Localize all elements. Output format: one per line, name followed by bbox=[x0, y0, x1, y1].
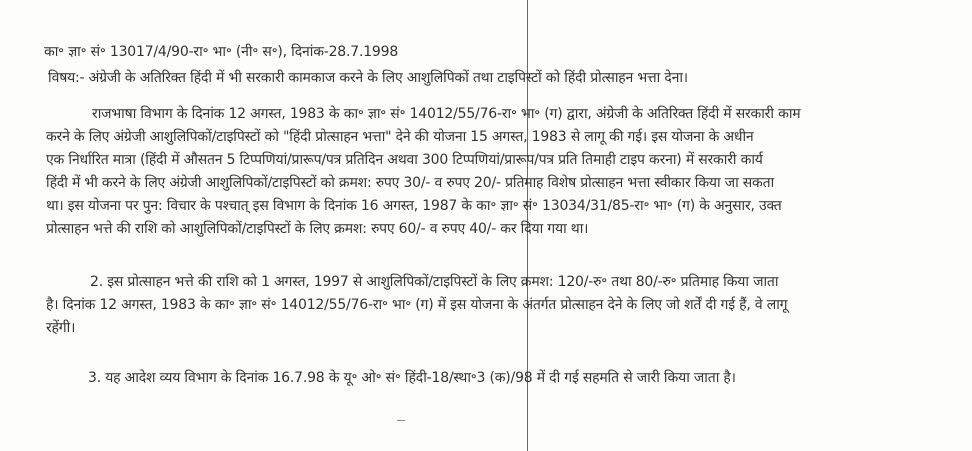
reference-number: का॰ ज्ञा॰ सं॰ 13017/4/90-रा॰ भा॰ (नी॰ स॰), दिनांक-28.7.1998 bbox=[44, 44, 399, 60]
paragraph-1-line: करने के लिए अंग्रेजी आशुलिपिकों/टाइपिस्टों को "हिंदी प्रोत्साहन भत्ता" देने की योजना 15 अगस्त, 1983 से लागू की गई। इस योजना के अधीन bbox=[46, 129, 754, 145]
subject-line: विषय:- अंग्रेजी के अतिरिक्त हिंदी में भी सरकारी कामकाज करने के लिए आशुलिपिकों तथा टाइपिस्टों को हिंदी प्रोत्साहन भत्ता देना। bbox=[48, 70, 688, 86]
paragraph-1-line: राजभाषा विभाग के दिनांक 12 अगस्त, 1983 के का॰ ज्ञा॰ सं॰ 14012/55/76-रा॰ भा॰ (ग) द्वारा, अंग्रेजी के अतिरिक्त हिंदी में सरकारी काम bbox=[92, 106, 801, 122]
paragraph-2-line: है। दिनांक 12 अगस्त, 1983 के का॰ ज्ञा॰ सं॰ 14012/55/76-रा॰ भा॰ (ग) में इस योजना के अंतर्गत प्रोत्साहन देने के लिए जो शर्तें दी गई हैं, वे लागू bbox=[46, 297, 788, 313]
paragraph-1-line: था। इस योजना पर पुन: विचार के पश्चात् इस विभाग के दिनांक 16 अगस्त, 1987 के का॰ ज्ञा॰ सं॰ 13034/31/85-रा॰ भा॰ (ग) के अनुसार, उक्त bbox=[46, 198, 782, 214]
paragraph-3-line: 3. यह आदेश व्यय विभाग के दिनांक 16.7.98 के यू॰ ओ॰ सं॰ हिंदी-18/स्था॰3 (क)/98 में दी गई सहमति से जारी किया जाता है। bbox=[88, 370, 736, 386]
page-mark bbox=[397, 420, 405, 421]
paragraph-1-line: प्रोत्साहन भत्ते की राशि को आशुलिपिकों/टाइपिस्टों के लिए क्रमश: रुपए 60/- व रुपए 40/- कर दिया गया था। bbox=[46, 221, 589, 237]
paragraph-2-line: 2. इस प्रोत्साहन भत्ते की राशि को 1 अगस्त, 1997 से आशुलिपिकों/टाइपिस्टों के लिए क्रमश: 120/-रु॰ तथा 80/-रु॰ प्रतिमाह किया जाता bbox=[90, 274, 779, 290]
paragraph-2-line: रहेंगी। bbox=[46, 320, 76, 336]
paragraph-1-line: एक निर्धारित मात्रा (हिंदी में औसतन 5 टिप्पणियां/प्रारूप/पत्र प्रतिदिन अथवा 300 टिप्पणियां/प्रारूप/पत्र प्रति तिमाही टाइप करना) में सरकारी कार्य bbox=[46, 152, 763, 168]
paragraph-1-line: हिंदी में भी करने के लिए अंग्रेजी आशुलिपिकों/टाइपिस्टों को क्रमश: रुपए 30/- व रुपए 20/- प्रतिमाह विशेष प्रोत्साहन भत्ता स्वीकार किया जा सकता bbox=[46, 175, 775, 191]
